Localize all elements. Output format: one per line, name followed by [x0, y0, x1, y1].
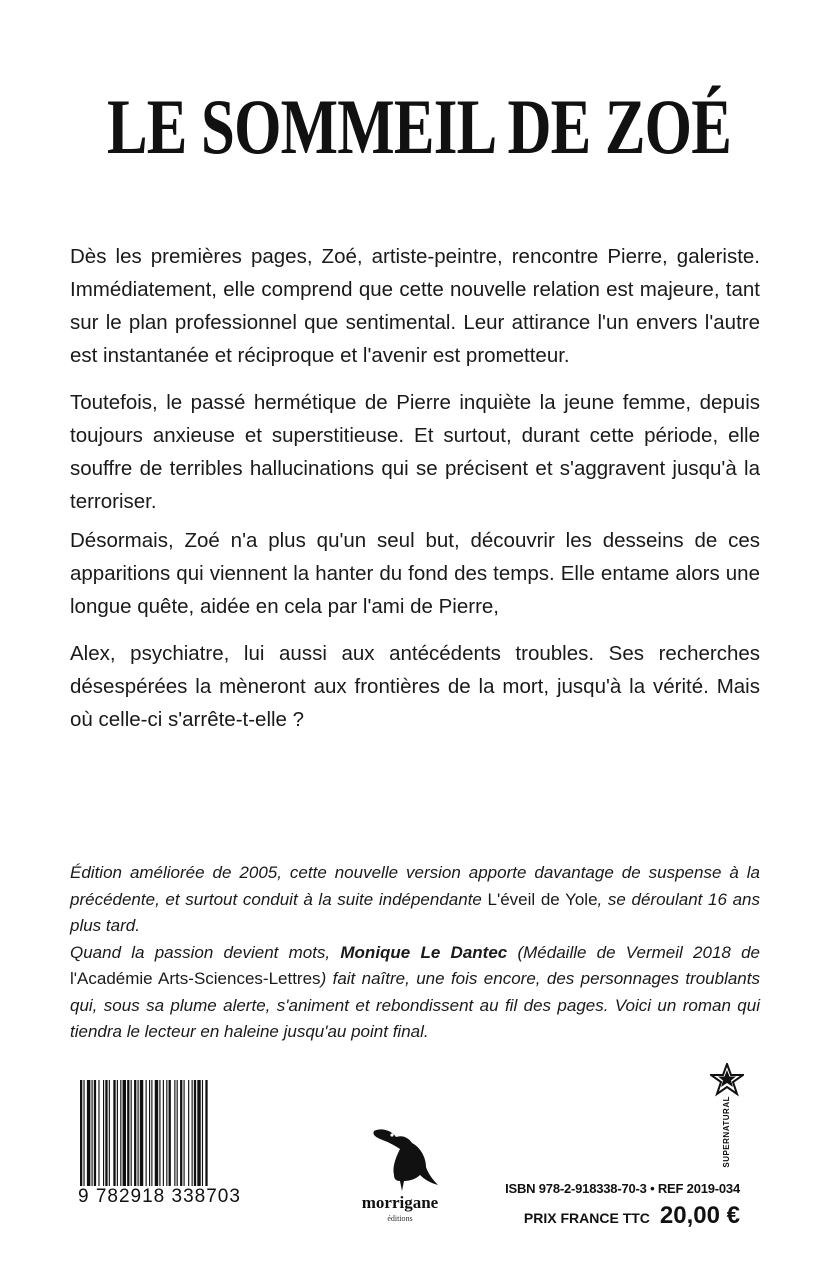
barcode-bar: [205, 1080, 207, 1190]
barcode-bar: [83, 1080, 84, 1190]
barcode-bar: [120, 1080, 121, 1190]
author-name: Monique Le Dantec: [340, 942, 508, 962]
barcode-bar: [202, 1080, 203, 1190]
edition-note-paragraph: [70, 860, 760, 940]
barcode-bar: [177, 1080, 178, 1190]
blurb-paragraph-4: Alex, psychiatre, lui aussi aux antécédents troubles. Ses recherches désespérées la mèneront aux frontières de la mort, jusqu'à la vérité. Mais où celle-ci s'arrête-t-elle ?: [70, 642, 760, 731]
barcode-bar: [146, 1080, 147, 1190]
barcode-bar: [127, 1080, 129, 1190]
barcode-digits: 9 782918 338703: [78, 1186, 253, 1208]
barcode-bar: [155, 1080, 158, 1190]
barcode-bar: [123, 1080, 126, 1190]
barcode-bar: [140, 1080, 143, 1190]
barcode-bar: [192, 1080, 193, 1190]
academy-name: l'Académie Arts-Sciences-Lettres: [70, 969, 321, 988]
barcode-bar: [80, 1080, 82, 1190]
publisher-logo-name: morrigane: [361, 1193, 439, 1212]
barcode-bar: [109, 1080, 110, 1190]
barcode-bar: [92, 1080, 93, 1190]
edition-note-part-1: Édition améliorée de 2005, cette nouvelle version apporte davantage de suspense à la précédente, et surtout conduit à la suite indépendante: [70, 863, 760, 909]
barcode-bar: [197, 1080, 200, 1190]
barcode-bar: [149, 1080, 150, 1190]
barcode-bar: [94, 1080, 96, 1190]
award-close: ) fait naître, une fois encore, des personnages troublants qui, sous sa plume alerte, s'animent et rebondissent au fil des pages. Voici un roman qui tiendra le lecteur en haleine jusqu'au point final.: [70, 969, 760, 1041]
barcode-bar: [134, 1080, 136, 1190]
barcode-bar: [87, 1080, 90, 1190]
price-row: [524, 1202, 740, 1230]
imprint-label: SUPERNATURAL: [722, 1096, 731, 1168]
sequel-title: L'éveil de Yole: [487, 889, 598, 909]
barcode-bar: [194, 1080, 196, 1190]
barcode-bar: [98, 1080, 99, 1190]
barcode-bar: [188, 1080, 189, 1190]
barcode-bar: [180, 1080, 182, 1190]
barcode-bar: [105, 1080, 107, 1190]
author-paragraph: [70, 940, 760, 1046]
publisher-logo-sub: éditions: [387, 1214, 413, 1223]
barcode-bar: [163, 1080, 164, 1190]
edition-note-part-2: , se déroulant 16 ans plus tard.: [70, 889, 760, 935]
barcode-bar: [151, 1080, 152, 1190]
barcode-bar: [113, 1080, 115, 1190]
blurb-paragraph-2: Toutefois, le passé hermétique de Pierre inquiète la jeune femme, depuis toujours anxieuse et superstitieuse. Et surtout, durant cette période, elle souffre de terribles hallucinations qui se précisent et s'aggravent jusqu'à la terroriser.: [70, 391, 760, 513]
barcode-bar: [159, 1080, 160, 1190]
author-intro: Quand la passion devient mots,: [70, 942, 341, 962]
blurb-paragraph-1: Dès les premières pages, Zoé, artiste-peintre, rencontre Pierre, galeriste. Immédiatement, elle comprend que cette nouvelle relation est majeure, tant sur le plan professionnel que sentimental. Leur attirance l'un envers l'autre est instantanée et réciproque et l'avenir est prometteur.: [70, 245, 760, 367]
isbn-line: ISBN 978-2-918338-70-3 • REF 2019-034: [505, 1181, 740, 1196]
barcode-bar: [166, 1080, 167, 1190]
edition-note: [70, 860, 760, 1046]
barcode-bar: [184, 1080, 185, 1190]
blurb: [70, 240, 760, 736]
barcode-bar: [169, 1080, 171, 1190]
barcode-bar: [103, 1080, 104, 1190]
blurb-paragraph-3: Désormais, Zoé n'a plus qu'un seul but, découvrir les desseins de ces apparitions qui viennent la hanter du fond des temps. Elle entame alors une longue quête, aidée en cela par l'ami de Pierre,: [70, 529, 760, 618]
price-label: PRIX FRANCE TTC: [523, 1210, 650, 1226]
barcode-bar: [138, 1080, 139, 1190]
book-title: LE SOMMEIL DE ZOÉ: [106, 83, 732, 170]
barcode-bar: [131, 1080, 132, 1190]
price-value: 20,00 €: [659, 1202, 740, 1229]
crow-icon: [362, 1117, 442, 1197]
award-open: (Médaille de Vermeil 2018 de: [507, 942, 760, 962]
barcode-bar: [117, 1080, 118, 1190]
star-icon: [710, 1063, 744, 1097]
barcode-bar: [174, 1080, 175, 1190]
